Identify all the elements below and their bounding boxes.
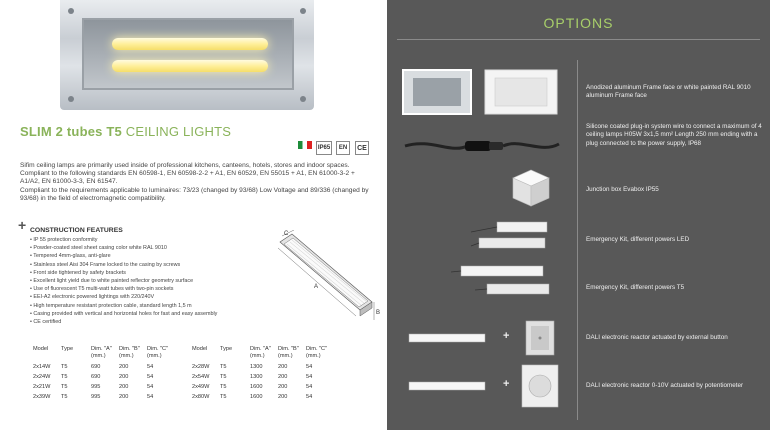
dim-label-a: A: [314, 284, 319, 290]
table-cell: 54: [306, 374, 313, 380]
junction-box-image: [509, 166, 551, 208]
table-header: Type: [220, 346, 233, 352]
table-cell: 2x14W: [33, 364, 51, 370]
dali-reactor-image: [407, 330, 487, 346]
option-line: Emergency Kit, different powers LED: [586, 236, 690, 243]
table-header-row: [192, 346, 334, 362]
table-row: [192, 392, 334, 402]
option-text-emergency-t5: [586, 284, 766, 292]
table-cell: 200: [278, 374, 288, 380]
table-cell: 54: [147, 364, 154, 370]
table-cell: 2x24W: [33, 374, 51, 380]
table-header: Dim. "C" (mm.): [306, 346, 328, 359]
table-cell: 200: [119, 384, 129, 390]
table-cell: T5: [61, 384, 68, 390]
table-cell: 2x21W: [33, 384, 51, 390]
intro-paragraph: Sifim ceiling lamps are primarily used inside of professional kitchens, canteens, hotels, stores and indoor spaces.: [20, 162, 350, 169]
table-cell: 1600: [250, 394, 263, 400]
table-cell: 2x28W: [192, 364, 210, 370]
dimension-drawing: [272, 230, 382, 325]
option-line: DALI electronic reactor 0-10V actuated by potentiometer: [586, 382, 744, 389]
table-row: [33, 362, 175, 372]
table-cell: 2x80W: [192, 394, 210, 400]
dali-reactor-0-10v-image: [407, 378, 487, 394]
feature-item: • Powder-coated steel sheet casing color white RAL 9010: [30, 244, 240, 252]
feature-item: • EEI-A2 electronic powered lightings with 220/240V: [30, 293, 240, 301]
screw-icon: [68, 8, 74, 14]
table-cell: T5: [61, 374, 68, 380]
table-cell: 200: [119, 364, 129, 370]
table-row: [192, 372, 334, 382]
table-cell: 1300: [250, 374, 263, 380]
table-cell: 200: [278, 364, 288, 370]
table-header: Dim. "B" (mm.): [278, 346, 299, 359]
emergency-kit-t5-image: [449, 262, 559, 302]
option-text-dali-potentiometer: [586, 382, 766, 390]
screw-icon: [300, 8, 306, 14]
feature-item: • Tempered 4mm-glass, anti-glare: [30, 252, 240, 260]
table-header: Dim. "A" (mm.): [250, 346, 271, 359]
table-cell: T5: [220, 384, 227, 390]
option-line: Silicone coated plug-in system wire to connect a maximum of 4 ceiling lamps H05W 3x1,5 mm² Length 250 mm ending with a plug connected to the power supply, IP68: [586, 123, 762, 147]
table-cell: T5: [61, 394, 68, 400]
option-line: Anodized aluminum Frame face or white painted RAL 9010 aluminum Frame face: [586, 84, 751, 100]
table-cell: 54: [147, 374, 154, 380]
table-cell: 54: [147, 394, 154, 400]
table-row: [33, 382, 175, 392]
push-button-image: [525, 320, 555, 356]
table-cell: 200: [278, 394, 288, 400]
feature-item: • Front side tightened by safety brackets: [30, 269, 240, 277]
table-cell: 995: [91, 394, 101, 400]
table-row: [192, 382, 334, 392]
spec-table-2: [192, 346, 334, 402]
table-cell: 1300: [250, 364, 263, 370]
ip65-badge: IP65: [316, 141, 332, 155]
feature-item: • IP 55 protection conformity: [30, 236, 240, 244]
table-cell: 690: [91, 374, 101, 380]
dim-label-b: B: [376, 310, 381, 316]
table-cell: 54: [306, 384, 313, 390]
option-text-frame: [586, 84, 766, 101]
intro-paragraph: Compliant to the following standards EN 60598-1, EN 60598-2-2 + A1, EN 60529, EN 55015 + A1, EN 61000-3-2 + A1/A2, EN 61000-3-3, EN 61547.: [20, 170, 355, 186]
option-line: Junction box Evabox IP55: [586, 186, 659, 193]
table-cell: 690: [91, 364, 101, 370]
screw-icon: [68, 96, 74, 102]
en-badge: EN: [336, 141, 350, 155]
table-cell: T5: [220, 394, 227, 400]
dim-label-c: C: [284, 231, 289, 237]
intro-paragraph: Compliant to the requirements applicable to luminaires: 73/23 (changed by 93/68) Low Voltage and 89/336 (changed by 93/68) in the field of electromagnetic compatibility.: [20, 186, 369, 202]
option-text-dali-button: [586, 334, 766, 342]
features-list: [30, 236, 240, 326]
table-cell: 54: [306, 364, 313, 370]
feature-item: • Stainless steel Aisi 304 Frame locked to the casing by screws: [30, 261, 240, 269]
product-title-rest: CEILING LIGHTS: [121, 124, 232, 139]
table-cell: 200: [119, 374, 129, 380]
table-header: Model: [33, 346, 49, 352]
plug-cable-image: [401, 132, 561, 162]
frame-options-image: [401, 68, 561, 116]
title-divider: [397, 39, 760, 40]
italian-flag-icon: [298, 141, 312, 149]
table-row: [33, 372, 175, 382]
table-cell: 54: [147, 384, 154, 390]
product-title: [20, 124, 231, 139]
feature-item: • Excellent light yield due to white painted reflector geometry surface: [30, 277, 240, 285]
table-row: [33, 392, 175, 402]
table-cell: T5: [220, 374, 227, 380]
option-line: DALI electronic reactor actuated by external button: [586, 334, 728, 341]
ceiling-light-photo: [60, 0, 314, 110]
table-header: Dim. "B" (mm.): [119, 346, 140, 359]
ce-mark-icon: CE: [355, 141, 369, 155]
plus-icon: +: [503, 330, 510, 342]
intro-text: [20, 162, 372, 203]
table-cell: T5: [61, 364, 68, 370]
table-cell: 2x54W: [192, 374, 210, 380]
plus-icon: +: [503, 378, 510, 390]
table-header: Model: [192, 346, 208, 352]
potentiometer-image: [521, 364, 559, 408]
feature-item: • Casing provided with vertical and horizontal holes for fast and easy assembly: [30, 310, 240, 318]
option-text-junction: [586, 186, 766, 194]
light-frame: [82, 18, 294, 90]
product-title-bold: SLIM 2 tubes T5: [20, 124, 122, 139]
table-row: [192, 362, 334, 372]
table-cell: 2x39W: [33, 394, 51, 400]
table-cell: T5: [220, 364, 227, 370]
spec-table-1: [33, 346, 175, 402]
table-header-row: [33, 346, 175, 362]
option-text-emergency-led: [586, 236, 766, 244]
column-divider: [577, 60, 578, 420]
feature-item: • CE certified: [30, 318, 240, 326]
plus-icon: +: [18, 217, 27, 233]
table-cell: 200: [119, 394, 129, 400]
option-line: Emergency Kit, different powers T5: [586, 284, 685, 291]
fluorescent-tube: [112, 60, 268, 72]
options-title: OPTIONS: [543, 15, 614, 31]
fluorescent-tube: [112, 38, 268, 50]
table-header: Type: [61, 346, 74, 352]
feature-item: • High temperature resistant protection cable, standard length 1,5 m: [30, 302, 240, 310]
feature-item: • Use of fluorescent T5 multi-watt tubes with two-pin sockets: [30, 285, 240, 293]
table-header: Dim. "C" (mm.): [147, 346, 169, 359]
emergency-kit-led-image: [467, 220, 557, 256]
table-cell: 54: [306, 394, 313, 400]
table-cell: 200: [278, 384, 288, 390]
table-cell: 1600: [250, 384, 263, 390]
options-page: [387, 0, 770, 430]
option-text-cable: [586, 123, 766, 148]
screw-icon: [300, 96, 306, 102]
construction-features-title: CONSTRUCTION FEATURES: [30, 227, 123, 234]
table-cell: 995: [91, 384, 101, 390]
table-header: Dim. "A" (mm.): [91, 346, 112, 359]
table-cell: 2x49W: [192, 384, 210, 390]
